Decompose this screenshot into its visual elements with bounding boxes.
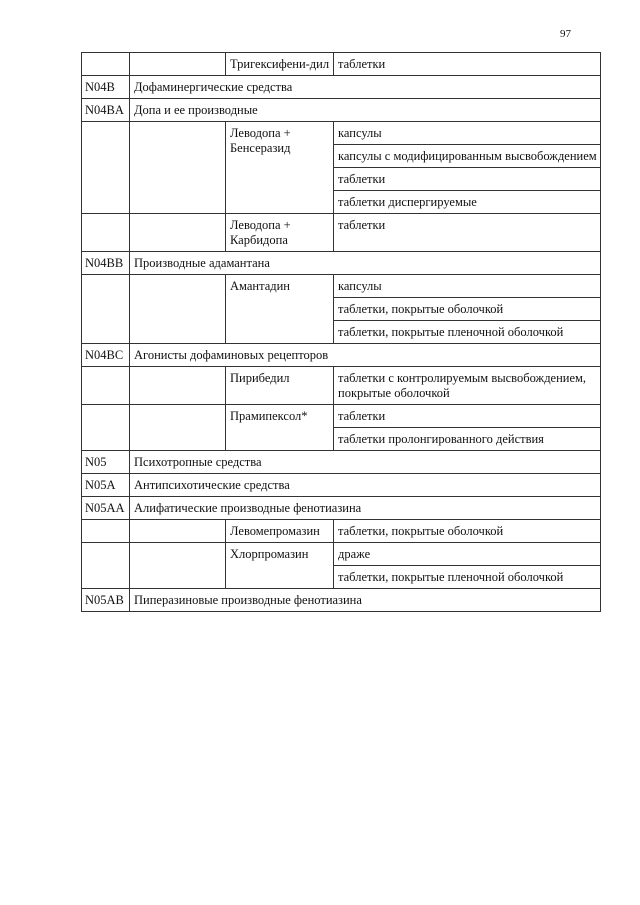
atc-code: N04BA (82, 99, 130, 122)
drug-name: Левомепромазин (226, 520, 334, 543)
empty-group-cell (130, 367, 226, 405)
drug-name: Амантадин (226, 275, 334, 344)
empty-group-cell (130, 214, 226, 252)
group-title: Производные адамантана (130, 252, 601, 275)
drug-form-row (82, 275, 601, 298)
drug-form-row (82, 214, 601, 252)
empty-code-cell (82, 122, 130, 214)
drug-form-row (82, 405, 601, 428)
empty-code-cell (82, 405, 130, 451)
empty-code-cell (82, 520, 130, 543)
group-title: Допа и ее производные (130, 99, 601, 122)
drug-form-row (82, 543, 601, 566)
dosage-form: таблетки пролонгированного действия (334, 428, 601, 451)
drug-name: Леводопа + Бенсеразид (226, 122, 334, 214)
drug-name: Тригексифени-дил (226, 53, 334, 76)
group-row (82, 76, 601, 99)
dosage-form: таблетки, покрытые пленочной оболочкой (334, 566, 601, 589)
group-row (82, 451, 601, 474)
empty-code-cell (82, 214, 130, 252)
atc-code: N04B (82, 76, 130, 99)
group-row (82, 252, 601, 275)
empty-group-cell (130, 122, 226, 214)
empty-group-cell (130, 520, 226, 543)
drug-name: Хлорпромазин (226, 543, 334, 589)
group-title: Антипсихотические средства (130, 474, 601, 497)
drug-name: Прамипексол* (226, 405, 334, 451)
dosage-form: таблетки (334, 214, 601, 252)
drug-form-row (82, 520, 601, 543)
dosage-form: таблетки (334, 168, 601, 191)
dosage-form: таблетки с контролируемым высвобождением, покрытые оболочкой (334, 367, 601, 405)
atc-code: N05AA (82, 497, 130, 520)
group-title: Психотропные средства (130, 451, 601, 474)
empty-group-cell (130, 405, 226, 451)
page-number: 97 (560, 28, 571, 40)
drug-table (81, 52, 601, 612)
atc-code: N05 (82, 451, 130, 474)
empty-group-cell (130, 543, 226, 589)
drug-form-row (82, 367, 601, 405)
dosage-form: таблетки диспергируемые (334, 191, 601, 214)
group-title: Пиперазиновые производные фенотиазина (130, 589, 601, 612)
dosage-form: таблетки (334, 53, 601, 76)
dosage-form: таблетки, покрытые оболочкой (334, 298, 601, 321)
atc-code: N04BC (82, 344, 130, 367)
dosage-form: капсулы (334, 122, 601, 145)
empty-code-cell (82, 543, 130, 589)
drug-form-row (82, 53, 601, 76)
empty-group-cell (130, 53, 226, 76)
dosage-form: капсулы с модифицированным высвобождением (334, 145, 601, 168)
empty-group-cell (130, 275, 226, 344)
dosage-form: капсулы (334, 275, 601, 298)
group-title: Дофаминергические средства (130, 76, 601, 99)
dosage-form: таблетки, покрытые пленочной оболочкой (334, 321, 601, 344)
drug-name: Леводопа + Карбидопа (226, 214, 334, 252)
empty-code-cell (82, 275, 130, 344)
group-row (82, 589, 601, 612)
dosage-form: таблетки (334, 405, 601, 428)
empty-code-cell (82, 367, 130, 405)
group-row (82, 497, 601, 520)
dosage-form: драже (334, 543, 601, 566)
table-body (82, 53, 601, 612)
empty-code-cell (82, 53, 130, 76)
atc-code: N05A (82, 474, 130, 497)
atc-code: N04BB (82, 252, 130, 275)
group-title: Агонисты дофаминовых рецепторов (130, 344, 601, 367)
drug-name: Пирибедил (226, 367, 334, 405)
drug-form-row (82, 122, 601, 145)
group-row (82, 344, 601, 367)
group-row (82, 474, 601, 497)
group-row (82, 99, 601, 122)
atc-code: N05AB (82, 589, 130, 612)
group-title: Алифатические производные фенотиазина (130, 497, 601, 520)
dosage-form: таблетки, покрытые оболочкой (334, 520, 601, 543)
